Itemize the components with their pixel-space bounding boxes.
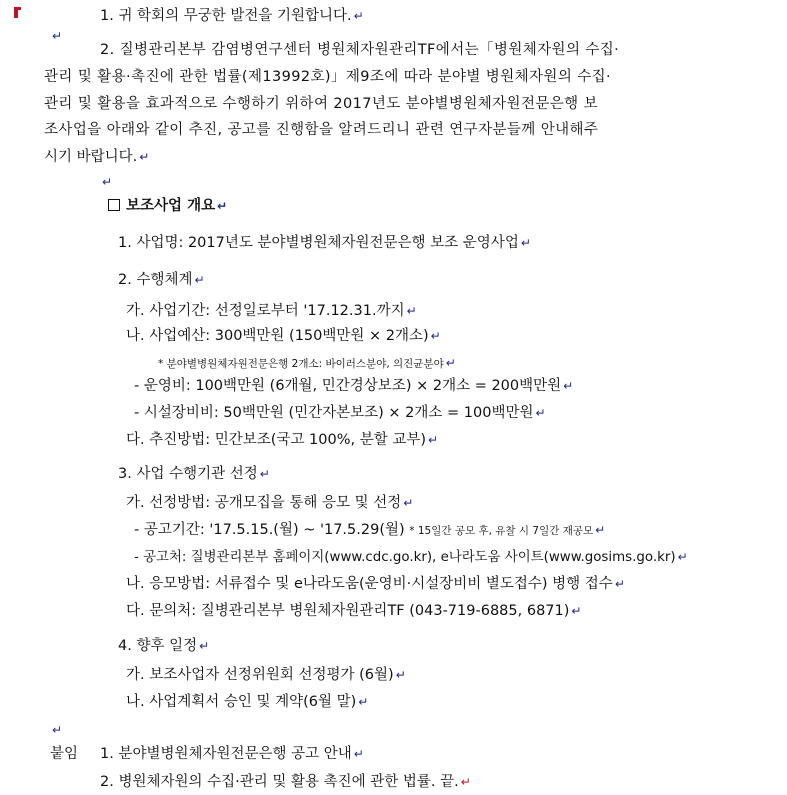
item-2a: 가. 사업기간: 선정일로부터 '17.12.31.까지 ↵	[126, 303, 417, 319]
item-3: 3. 사업 수행기관 선정 ↵	[118, 466, 270, 482]
section-heading: 보조사업 개요 ↵	[108, 196, 227, 216]
empty-line: ↵	[52, 29, 63, 43]
attachment-2: 2. 병원체자원의 수집·관리 및 활용 촉진에 관한 법률. 끝. ↵	[100, 774, 471, 790]
square-bullet-icon	[108, 199, 120, 211]
item-3-dash-2: - 공고처: 질병관리본부 홈페이지(www.cdc.go.kr), e나라도움 사이트(www.gosims.go.kr) ↵	[134, 550, 688, 565]
paragraph-2-line-5: 시기 바랍니다. ↵	[44, 149, 150, 165]
item-2-dash-1: - 운영비: 100백만원 (6개월, 민간경상보조) × 2개소 = 200백만원 ↵	[134, 378, 574, 394]
item-1: 1. 사업명: 2017년도 분야별병원체자원전문은행 보조 운영사업 ↵	[118, 235, 531, 251]
attachment-1: 1. 분야별병원체자원전문은행 공고 안내 ↵	[100, 746, 364, 762]
item-2b: 나. 사업예산: 300백만원 (150백만원 × 2개소) ↵	[126, 328, 441, 344]
item-4a: 가. 보조사업자 선정위원회 선정평가 (6월) ↵	[126, 667, 406, 683]
item-3-dash-1: - 공고기간: '17.5.15.(월) ~ '17.5.29(월) * 15일간 공모 후, 유찰 시 7일간 재공모 ↵	[134, 522, 606, 538]
paragraph-1: 1. 귀 학회의 무궁한 발전을 기원합니다. ↵	[100, 8, 364, 24]
item-2-note: * 분야별병원체자원전문은행 2개소: 바이러스분야, 의진균분야 ↵	[158, 356, 456, 370]
paragraph-2-line-3: 관리 및 활용을 효과적으로 수행하기 위하여 2017년도 분야별병원체자원전문은행 보	[44, 96, 599, 112]
paragraph-2-line-4: 조사업을 아래와 같이 추진, 공고를 진행함을 알려드리니 관련 연구자분들께 안내해주	[44, 122, 599, 138]
item-4: 4. 향후 일정 ↵	[118, 638, 210, 654]
text-cursor	[14, 7, 18, 18]
item-2-dash-2: - 시설장비비: 50백만원 (민간자본보조) × 2개소 = 100백만원 ↵	[134, 405, 546, 421]
item-3c: 다. 문의처: 질병관리본부 병원체자원관리TF (043-719-6885, 6871) ↵	[126, 603, 582, 619]
empty-line: ↵	[52, 723, 63, 737]
item-3b: 나. 응모방법: 서류접수 및 e나라도움(운영비·시설장비비 별도접수) 병행 접수 ↵	[126, 576, 625, 592]
item-2c: 다. 추진방법: 민간보조(국고 100%, 분할 교부) ↵	[126, 432, 439, 448]
attachment-label: 붙임	[50, 746, 79, 762]
paragraph-2-line-1: 2. 질병관리본부 감염병연구센터 병원체자원관리TF에서는「병원체자원의 수집·	[100, 42, 620, 58]
paragraph-2-line-2: 관리 및 활용·촉진에 관한 법률(제13992호)」제9조에 따라 분야별 병원체자원의 수집·	[44, 69, 612, 85]
empty-line: ↵	[102, 175, 113, 189]
item-2: 2. 수행체계 ↵	[118, 272, 205, 288]
item-4b: 나. 사업계획서 승인 및 계약(6월 말) ↵	[126, 694, 369, 710]
item-3a: 가. 선정방법: 공개모집을 통해 응모 및 선정 ↵	[126, 495, 414, 511]
